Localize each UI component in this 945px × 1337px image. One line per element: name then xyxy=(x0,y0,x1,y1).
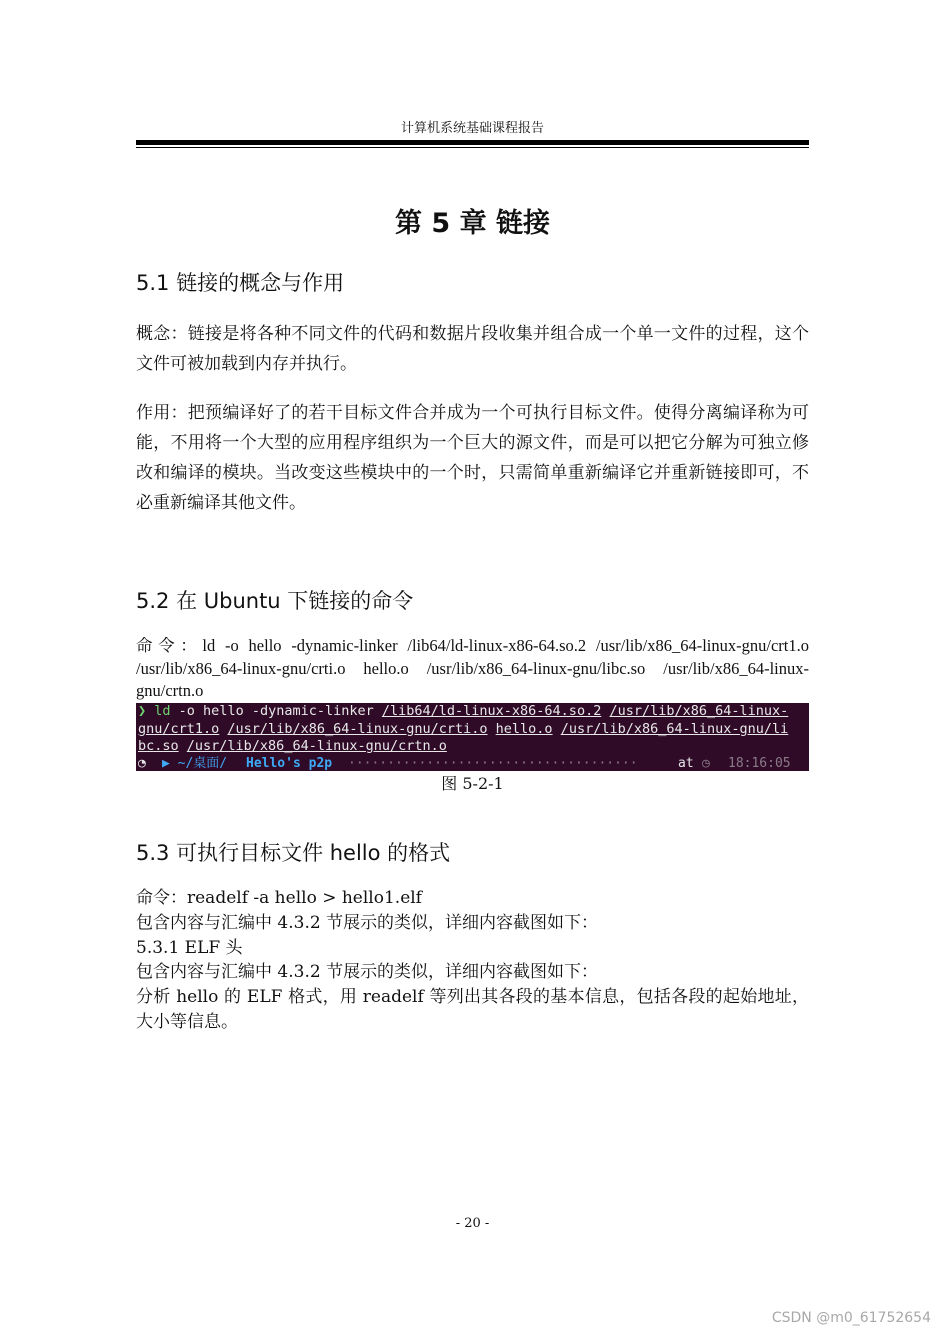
folder-icon: ▶ xyxy=(162,756,170,771)
watermark: CSDN @m0_61752654 xyxy=(771,1310,931,1326)
terminal-args: -o hello -dynamic-linker xyxy=(170,703,382,719)
chapter-title: 第 5 章 链接 xyxy=(395,208,550,239)
header-rule-thick xyxy=(136,140,809,145)
terminal-path-libc-a: /usr/lib/x86_64-linux-gnu/li xyxy=(560,720,789,737)
page-number: - 20 - xyxy=(455,1216,490,1231)
terminal-path-hello-o: hello.o xyxy=(495,720,553,737)
subsection-elf-header: 5.3.1 ELF 头 xyxy=(136,938,243,958)
paragraph-purpose: 作用：把预编译好了的若干目标文件合并成为一个可执行目标文件。使得分离编译称为可能，不用将一个大型的应用程序组织为一个巨大的源文件，而是可以把它分解为可独立修改和编译的模块。当改变这些模块中的一个时，只需简单重新编译它并重新链接即可，不必重新编译其他文件。 xyxy=(136,403,809,513)
terminal-line-1 xyxy=(138,703,788,721)
figure-caption: 图 5-2-1 xyxy=(441,774,504,793)
section-title-5-2: 5.2 在 Ubuntu 下链接的命令 xyxy=(136,589,414,613)
readelf-command-line: 命令：readelf -a hello > hello1.elf xyxy=(136,888,422,908)
link-command-text: 命令：ld -o hello -dynamic-linker /lib64/ld-linux-x86-64.so.2 /usr/lib/x86_64-linux-gnu/crt1.o /usr/lib/x86_64-linux-gnu/crti.o hello.o /usr/lib/x86_64-linux-gnu/libc.so /usr/lib/x86_64-linux-gnu/crtn.o xyxy=(136,636,809,700)
status-dots: ····································· xyxy=(348,756,638,771)
status-path-prefix: ~/桌面/ xyxy=(177,756,228,771)
status-path xyxy=(162,756,227,771)
terminal-screenshot xyxy=(136,703,809,771)
terminal-path-crti: /usr/lib/x86_64-linux-gnu/crti.o xyxy=(227,720,488,737)
terminal-status-bar xyxy=(136,756,809,771)
content-note-1: 包含内容与汇编中 4.3.2 节展示的类似，详细内容截图如下： xyxy=(136,913,599,933)
status-time: 18:16:05 xyxy=(728,756,791,771)
section-title-5-3: 5.3 可执行目标文件 hello 的格式 xyxy=(136,841,451,865)
terminal-line-2 xyxy=(138,721,788,739)
terminal-path-crt1-a: /usr/lib/x86_64-linux- xyxy=(609,703,789,719)
paragraph-concept: 概念：链接是将各种不同文件的代码和数据片段收集并组合成一个单一文件的过程，这个文件可被加载到内存并执行。 xyxy=(136,324,809,374)
clock-icon: ◷ xyxy=(702,756,710,771)
terminal-path-ld-linux: /lib64/ld-linux-x86-64.so.2 xyxy=(381,703,602,719)
content-note-2: 包含内容与汇编中 4.3.2 节展示的类似，详细内容截图如下： xyxy=(136,962,599,982)
status-at: at xyxy=(678,756,694,771)
prompt-chevron-icon: ❯ xyxy=(138,703,147,719)
elf-analysis-text: 分析 hello 的 ELF 格式，用 readelf 等列出其各段的基本信息，包括各段的起始地址，大小等信息。 xyxy=(136,987,809,1032)
running-header: 计算机系统基础课程报告 xyxy=(400,121,544,136)
terminal-path-libc-b: bc.so xyxy=(138,738,179,754)
terminal-path-crt1-b: gnu/crt1.o xyxy=(138,720,220,737)
section-title-5-1: 5.1 链接的概念与作用 xyxy=(136,271,345,295)
terminal-cmd: ld xyxy=(154,703,171,719)
ubuntu-logo-icon: ◔ xyxy=(138,756,146,771)
terminal-path-crtn: /usr/lib/x86_64-linux-gnu/crtn.o xyxy=(186,738,447,754)
header-rule-thin xyxy=(136,147,809,148)
terminal-line-3 xyxy=(138,738,447,756)
status-directory: Hello's p2p xyxy=(246,756,333,771)
